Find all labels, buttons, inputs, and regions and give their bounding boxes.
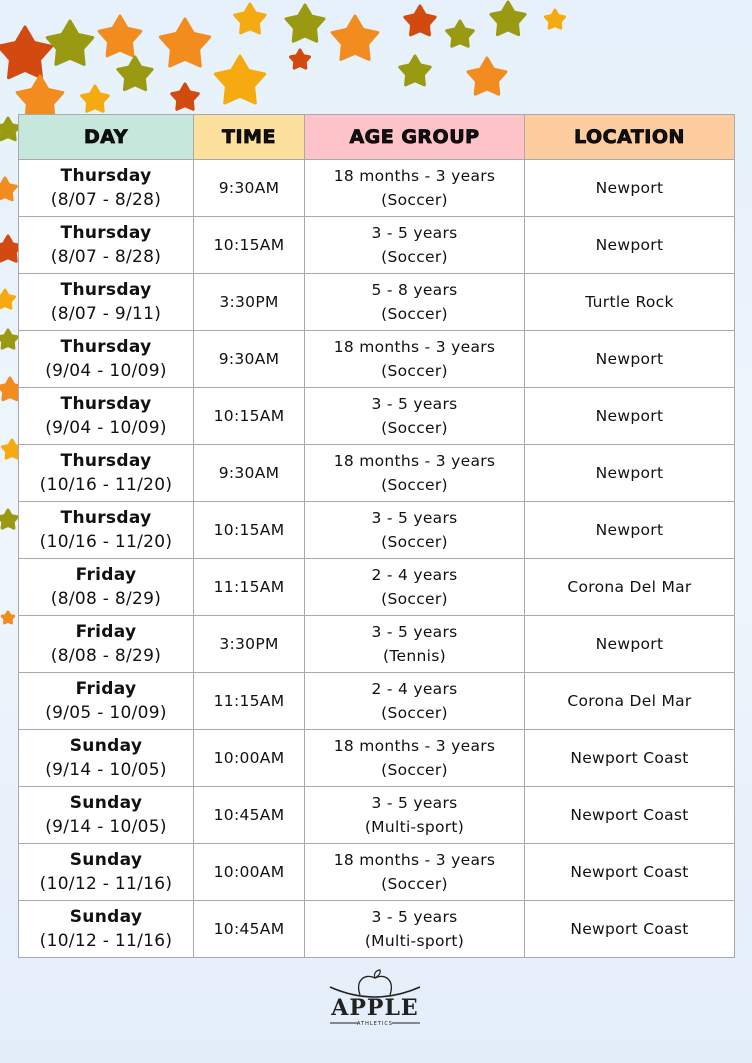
- table-row: [19, 274, 735, 331]
- cell-time: 9:30AM: [194, 160, 305, 217]
- leaf-icon: [215, 56, 264, 103]
- sport: (Multi-sport): [364, 818, 465, 836]
- date-range: (10/16 - 11/20): [39, 475, 173, 495]
- age-range: 3 - 5 years: [371, 623, 458, 641]
- cell-location: Newport: [525, 388, 735, 445]
- date-range: (8/08 - 8/29): [50, 646, 162, 666]
- cell-time: 3:30PM: [194, 274, 305, 331]
- age-range: 3 - 5 years: [371, 794, 458, 812]
- date-range: (9/14 - 10/05): [45, 817, 167, 837]
- cell-day: [19, 160, 194, 217]
- sport: (Soccer): [381, 191, 448, 209]
- header-day: DAY: [19, 115, 194, 160]
- leaf-icon: [0, 290, 15, 308]
- leaf-icon: [118, 57, 152, 90]
- cell-age-group: [305, 559, 525, 616]
- header-time: TIME: [194, 115, 305, 160]
- leaf-icon: [291, 50, 310, 68]
- leaf-icon: [0, 118, 19, 140]
- age-range: 2 - 4 years: [371, 566, 458, 584]
- day-name: Sunday: [69, 907, 143, 927]
- leaf-icon: [172, 84, 199, 109]
- table-row: [19, 559, 735, 616]
- day-name: Thursday: [60, 394, 152, 414]
- day-name: Thursday: [60, 451, 152, 471]
- cell-day: [19, 901, 194, 958]
- cell-age-group: [305, 160, 525, 217]
- leaf-icon: [47, 21, 93, 64]
- sport: (Soccer): [381, 305, 448, 323]
- date-range: (10/12 - 11/16): [39, 931, 173, 951]
- date-range: (10/16 - 11/20): [39, 532, 173, 552]
- cell-day: [19, 673, 194, 730]
- table-row: [19, 616, 735, 673]
- table-row: [19, 388, 735, 445]
- leaf-icon: [99, 16, 141, 56]
- cell-day: [19, 445, 194, 502]
- day-name: Friday: [75, 565, 137, 585]
- cell-time: 11:15AM: [194, 673, 305, 730]
- sport: (Soccer): [381, 875, 448, 893]
- cell-time: 11:15AM: [194, 559, 305, 616]
- age-range: 2 - 4 years: [371, 680, 458, 698]
- cell-age-group: [305, 901, 525, 958]
- day-name: Thursday: [60, 337, 152, 357]
- cell-time: 10:45AM: [194, 787, 305, 844]
- age-range: 18 months - 3 years: [333, 737, 496, 755]
- leaf-icon: [0, 178, 16, 200]
- leaf-icon: [332, 16, 378, 59]
- age-range: 3 - 5 years: [371, 509, 458, 527]
- age-range: 3 - 5 years: [371, 908, 458, 926]
- schedule-table: [18, 114, 735, 958]
- cell-age-group: [305, 274, 525, 331]
- leaf-icon: [468, 58, 506, 94]
- table-row: [19, 502, 735, 559]
- cell-age-group: [305, 388, 525, 445]
- cell-location: Newport: [525, 331, 735, 388]
- table-row: [19, 787, 735, 844]
- table-row: [19, 445, 735, 502]
- cell-age-group: [305, 331, 525, 388]
- cell-age-group: [305, 673, 525, 730]
- leaf-icon: [491, 2, 525, 35]
- cell-day: [19, 616, 194, 673]
- date-range: (10/12 - 11/16): [39, 874, 173, 894]
- header-age-group: AGE GROUP: [305, 115, 525, 160]
- age-range: 18 months - 3 years: [333, 167, 496, 185]
- table-row: [19, 673, 735, 730]
- age-range: 18 months - 3 years: [333, 452, 496, 470]
- cell-age-group: [305, 502, 525, 559]
- sport: (Soccer): [381, 704, 448, 722]
- age-range: 3 - 5 years: [371, 224, 458, 242]
- sport: (Soccer): [381, 761, 448, 779]
- leaf-icon: [235, 4, 265, 33]
- cell-location: Newport: [525, 445, 735, 502]
- sport: (Soccer): [381, 362, 448, 380]
- cell-age-group: [305, 616, 525, 673]
- apple-athletics-logo: [325, 965, 425, 1027]
- leaf-icon: [17, 76, 63, 119]
- leaf-icon: [447, 21, 474, 46]
- table-row: [19, 217, 735, 274]
- leaf-icon: [2, 612, 13, 623]
- leaf-icon: [286, 5, 324, 41]
- cell-time: 10:15AM: [194, 388, 305, 445]
- date-range: (9/05 - 10/09): [45, 703, 167, 723]
- cell-time: 10:15AM: [194, 502, 305, 559]
- day-name: Thursday: [60, 166, 152, 186]
- cell-location: Newport Coast: [525, 787, 735, 844]
- cell-time: 10:45AM: [194, 901, 305, 958]
- cell-time: 9:30AM: [194, 331, 305, 388]
- date-range: (8/07 - 8/28): [50, 247, 162, 267]
- cell-day: [19, 217, 194, 274]
- date-range: (8/08 - 8/29): [50, 589, 162, 609]
- day-name: Thursday: [60, 508, 152, 528]
- table-row: [19, 901, 735, 958]
- sport: (Soccer): [381, 590, 448, 608]
- cell-time: 10:15AM: [194, 217, 305, 274]
- cell-location: Newport Coast: [525, 844, 735, 901]
- cell-location: Newport: [525, 616, 735, 673]
- day-name: Sunday: [69, 850, 143, 870]
- day-name: Thursday: [60, 280, 152, 300]
- table-row: [19, 844, 735, 901]
- day-name: Friday: [75, 679, 137, 699]
- cell-day: [19, 844, 194, 901]
- leaf-icon: [82, 86, 109, 111]
- date-range: (8/07 - 8/28): [50, 190, 162, 210]
- cell-time: 3:30PM: [194, 616, 305, 673]
- sport: (Soccer): [381, 533, 448, 551]
- cell-day: [19, 787, 194, 844]
- sport: (Multi-sport): [364, 932, 465, 950]
- leaf-icon: [0, 330, 18, 348]
- cell-location: Corona Del Mar: [525, 673, 735, 730]
- cell-location: Turtle Rock: [525, 274, 735, 331]
- day-name: Sunday: [69, 736, 143, 756]
- table-row: [19, 160, 735, 217]
- leaf-icon: [546, 10, 565, 28]
- sport: (Soccer): [381, 476, 448, 494]
- leaf-icon: [0, 27, 52, 78]
- svg-text:APPLE: APPLE: [331, 995, 419, 1021]
- age-range: 18 months - 3 years: [333, 851, 496, 869]
- cell-location: Newport Coast: [525, 901, 735, 958]
- cell-time: 10:00AM: [194, 730, 305, 787]
- day-name: Friday: [75, 622, 137, 642]
- cell-location: Corona Del Mar: [525, 559, 735, 616]
- cell-day: [19, 502, 194, 559]
- cell-age-group: [305, 730, 525, 787]
- cell-time: 10:00AM: [194, 844, 305, 901]
- cell-day: [19, 274, 194, 331]
- sport: (Soccer): [381, 248, 448, 266]
- date-range: (9/04 - 10/09): [45, 361, 167, 381]
- age-range: 3 - 5 years: [371, 395, 458, 413]
- day-name: Sunday: [69, 793, 143, 813]
- leaf-icon: [405, 6, 435, 35]
- leaf-icon: [0, 510, 18, 528]
- age-range: 18 months - 3 years: [333, 338, 496, 356]
- cell-age-group: [305, 445, 525, 502]
- cell-day: [19, 559, 194, 616]
- cell-location: Newport: [525, 160, 735, 217]
- table-row: [19, 730, 735, 787]
- header-location: LOCATION: [525, 115, 735, 160]
- cell-day: [19, 730, 194, 787]
- cell-location: Newport: [525, 217, 735, 274]
- day-name: Thursday: [60, 223, 152, 243]
- leaf-icon: [160, 19, 209, 66]
- cell-location: Newport: [525, 502, 735, 559]
- cell-age-group: [305, 787, 525, 844]
- cell-location: Newport Coast: [525, 730, 735, 787]
- date-range: (8/07 - 9/11): [50, 304, 162, 324]
- age-range: 5 - 8 years: [371, 281, 458, 299]
- sport: (Tennis): [383, 647, 446, 665]
- leaf-icon: [400, 56, 430, 85]
- cell-day: [19, 388, 194, 445]
- svg-text:ATHLETICS: ATHLETICS: [357, 1021, 393, 1027]
- cell-age-group: [305, 844, 525, 901]
- table-row: [19, 331, 735, 388]
- cell-age-group: [305, 217, 525, 274]
- sport: (Soccer): [381, 419, 448, 437]
- date-range: (9/14 - 10/05): [45, 760, 167, 780]
- date-range: (9/04 - 10/09): [45, 418, 167, 438]
- header-row: [19, 115, 735, 160]
- cell-day: [19, 331, 194, 388]
- cell-time: 9:30AM: [194, 445, 305, 502]
